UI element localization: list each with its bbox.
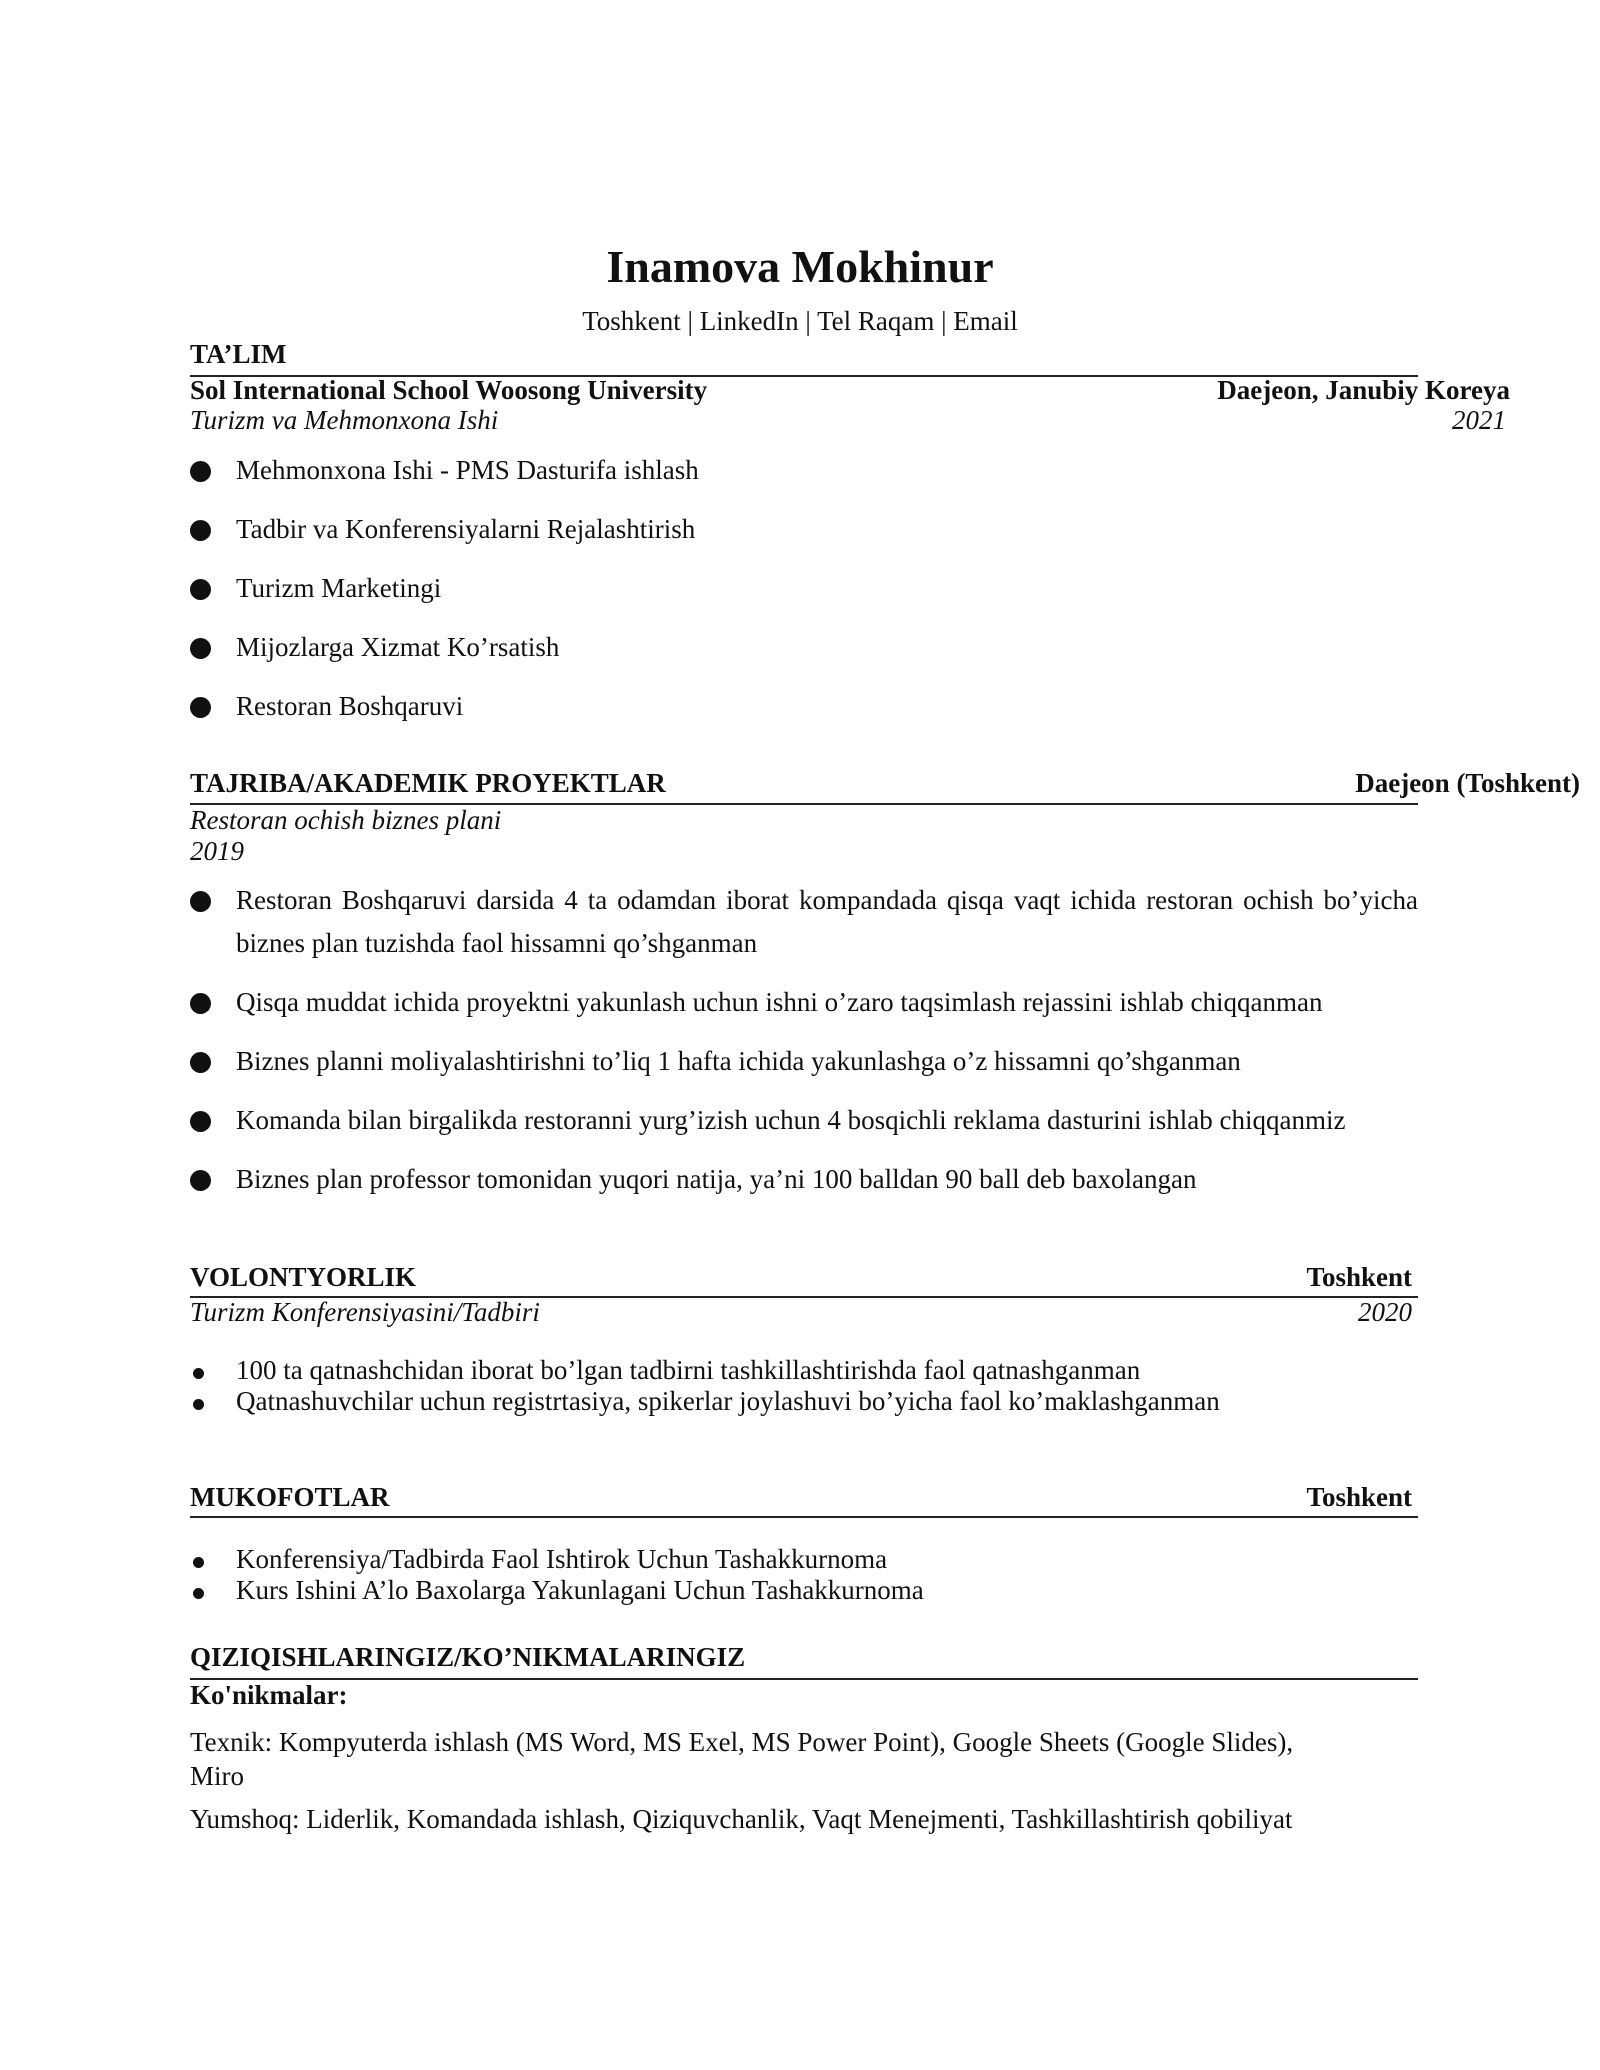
bullet-icon	[190, 993, 211, 1014]
bullet-icon	[193, 1588, 204, 1599]
bullet-icon	[190, 697, 211, 718]
bullet-icon	[190, 520, 211, 541]
list-item: Biznes plan professor tomonidan yuqori natija, ya’ni 100 balldan 90 ball deb baxolangan	[190, 1158, 1418, 1201]
volunteering-event: Turizm Konferensiyasini/Tadbiri	[190, 1297, 540, 1327]
education-location: Daejeon, Janubiy Koreya	[1217, 375, 1510, 405]
list-item: Mehmonxona Ishi - PMS Dasturifa ishlash	[190, 452, 1418, 511]
experience-list	[190, 879, 1418, 1217]
awards-list	[190, 1544, 1418, 1606]
skills-rule	[190, 1678, 1418, 1680]
awards-heading: MUKOFOTLAR	[190, 1482, 390, 1512]
list-item: Restoran Boshqaruvi darsida 4 ta odamdan iborat kompandada qisqa vaqt ichida restoran ochish bo’yicha biznes plan tuzishda faol hissamni qo’shganman	[190, 879, 1418, 965]
list-item: Qatnashuvchilar uchun registrtasiya, spikerlar joylashuvi bo’yicha faol ko’maklashganman	[190, 1386, 1418, 1417]
volunteering-year: 2020	[1358, 1297, 1412, 1327]
bullet-icon	[190, 579, 211, 600]
education-school: Sol International School Woosong University	[190, 375, 708, 405]
experience-location: Daejeon (Toshkent)	[1355, 768, 1580, 798]
bullet-icon	[193, 1557, 204, 1568]
awards-rule	[190, 1516, 1418, 1518]
skills-subheading: Ko'nikmalar:	[190, 1680, 348, 1710]
bullet-icon	[190, 1052, 211, 1073]
skills-soft: Yumshoq: Liderlik, Komandada ishlash, Qiziquvchanlik, Vaqt Menejmenti, Tashkillashtirish qobiliyat	[190, 1804, 1293, 1834]
bullet-icon	[193, 1368, 204, 1379]
list-item: 100 ta qatnashchidan iborat bo’lgan tadbirni tashkillashtirishda faol qatnashganman	[190, 1355, 1418, 1386]
bullet-icon	[190, 461, 211, 482]
education-program: Turizm va Mehmonxona Ishi	[190, 405, 499, 435]
bullet-icon	[190, 891, 211, 912]
awards-location: Toshkent	[1306, 1482, 1412, 1512]
bullet-icon	[190, 1111, 211, 1132]
list-item: Komanda bilan birgalikda restoranni yurg’izish uchun 4 bosqichli reklama dasturini ishlab chiqqanmiz	[190, 1099, 1418, 1142]
bullet-icon	[190, 638, 211, 659]
experience-heading: TAJRIBA/AKADEMIK PROYEKTLAR	[190, 768, 666, 798]
education-year: 2021	[1452, 405, 1506, 435]
experience-year: 2019	[190, 836, 244, 866]
skills-heading: QIZIQISHLARINGIZ/KO’NIKMALARINGIZ	[190, 1642, 746, 1672]
list-item: Konferensiya/Tadbirda Faol Ishtirok Uchun Tashakkurnoma	[190, 1544, 1418, 1575]
volunteering-list	[190, 1355, 1418, 1417]
experience-project: Restoran ochish biznes plani	[190, 805, 502, 835]
list-item: Restoran Boshqaruvi	[190, 688, 1418, 747]
list-item: Mijozlarga Xizmat Ko’rsatish	[190, 629, 1418, 688]
list-item: Turizm Marketingi	[190, 570, 1418, 629]
bullet-icon	[193, 1399, 204, 1410]
skills-technical-line1: Texnik: Kompyuterda ishlash (MS Word, MS Exel, MS Power Point), Google Sheets (Google Slides),	[190, 1727, 1294, 1757]
list-item: Qisqa muddat ichida proyektni yakunlash uchun ishni o’zaro taqsimlash rejassini ishlab chiqqanman	[190, 981, 1418, 1024]
education-list	[190, 452, 1418, 747]
bullet-icon	[190, 1170, 211, 1191]
list-item: Biznes planni moliyalashtirishni to’liq 1 hafta ichida yakunlashga o’z hissamni qo’shganman	[190, 1040, 1418, 1083]
volunteering-heading: VOLONTYORLIK	[190, 1262, 416, 1292]
education-heading: TA’LIM	[190, 339, 287, 369]
list-item: Kurs Ishini A’lo Baxolarga Yakunlagani Uchun Tashakkurnoma	[190, 1575, 1418, 1606]
contact-line: Toshkent | LinkedIn | Tel Raqam | Email	[582, 306, 1018, 336]
volunteering-location: Toshkent	[1306, 1262, 1412, 1292]
skills-technical-line2: Miro	[190, 1761, 244, 1791]
person-name: Inamova Mokhinur	[606, 241, 994, 292]
list-item: Tadbir va Konferensiyalarni Rejalashtirish	[190, 511, 1418, 570]
